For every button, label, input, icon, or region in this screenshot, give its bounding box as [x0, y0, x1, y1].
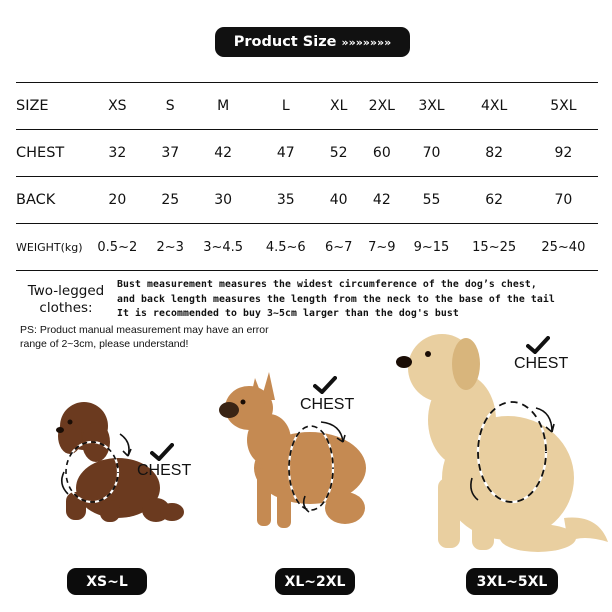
size-row: [16, 83, 598, 130]
table-cell: 32: [108, 145, 127, 161]
check-icon: [526, 336, 550, 354]
table-cell: 55: [422, 192, 441, 208]
size-range-medium: XL~2XL: [275, 568, 355, 595]
table-cell: L: [281, 98, 290, 114]
table-cell: 37: [161, 145, 180, 161]
table-cell: 40: [329, 192, 348, 208]
row-label: WEIGHT(kg): [16, 240, 83, 254]
table-cell: S: [165, 98, 175, 114]
check-icon: [313, 376, 337, 394]
table-cell: 70: [554, 192, 573, 208]
table-cell: 15~25: [472, 239, 517, 255]
size-range-large: 3XL~5XL: [466, 568, 558, 595]
table-cell: XS: [108, 98, 127, 114]
bulldog-image: [215, 368, 375, 538]
table-cell: 52: [329, 145, 348, 161]
note-line: and back length measures the length from the neck to the base of the tail: [117, 293, 555, 305]
two-legged-label: Two-legged clothes:: [27, 283, 105, 316]
table-cell: 47: [276, 145, 295, 161]
table-cell: 6~7: [324, 239, 353, 255]
title-text: Product Size: [233, 34, 337, 50]
table-cell: 7~9: [368, 239, 396, 255]
note-line: It is recommended to buy 3~5cm larger than the dog's bust: [117, 308, 459, 319]
table-cell: 60: [372, 145, 391, 161]
chest-label-large: CHEST: [514, 355, 569, 372]
table-cell: 4XL: [480, 98, 508, 114]
check-icon: [150, 443, 174, 461]
chest-label-small: CHEST: [137, 462, 192, 479]
ps-line: range of 2~3cm, please understand!: [20, 338, 189, 350]
table-cell: 42: [214, 145, 233, 161]
table-cell: 9~15: [413, 239, 450, 255]
chevrons-icon: »»»»»»»: [341, 35, 392, 49]
table-cell: 35: [276, 192, 295, 208]
back-row: [16, 177, 598, 224]
table-cell: 5XL: [550, 98, 577, 114]
size-range-small: XS~L: [67, 568, 147, 595]
table-cell: 20: [108, 192, 127, 208]
chest-row: [16, 130, 598, 177]
table-cell: 42: [372, 192, 391, 208]
table-cell: 4.5~6: [265, 239, 306, 255]
row-label: CHEST: [16, 145, 65, 161]
table-cell: 82: [485, 145, 504, 161]
row-label: SIZE: [16, 98, 49, 114]
table-cell: 2~3: [156, 239, 184, 255]
table-cell: 2XL: [368, 98, 395, 114]
size-table: [16, 82, 598, 271]
table-cell: 92: [554, 145, 573, 161]
table-cell: 25: [161, 192, 180, 208]
weight-row: [16, 224, 598, 271]
table-cell: 70: [422, 145, 441, 161]
table-cell: M: [217, 98, 230, 114]
table-cell: 30: [214, 192, 233, 208]
note-line: Bust measurement measures the widest circumference of the dog’s chest,: [117, 279, 537, 290]
retriever-image: [388, 328, 610, 560]
chest-label-medium: CHEST: [300, 396, 355, 413]
table-cell: XL: [329, 98, 348, 114]
ps-line: PS: Product manual measurement may have an error: [20, 324, 269, 336]
table-cell: 3XL: [418, 98, 445, 114]
table-cell: 0.5~2: [97, 239, 138, 255]
measurement-notes: [117, 278, 607, 322]
table-cell: 25~40: [541, 239, 586, 255]
product-size-title: [215, 27, 410, 57]
table-cell: 62: [485, 192, 504, 208]
ps-note: [20, 323, 290, 351]
table-cell: 3~4.5: [203, 239, 244, 255]
row-label: BACK: [16, 192, 56, 208]
